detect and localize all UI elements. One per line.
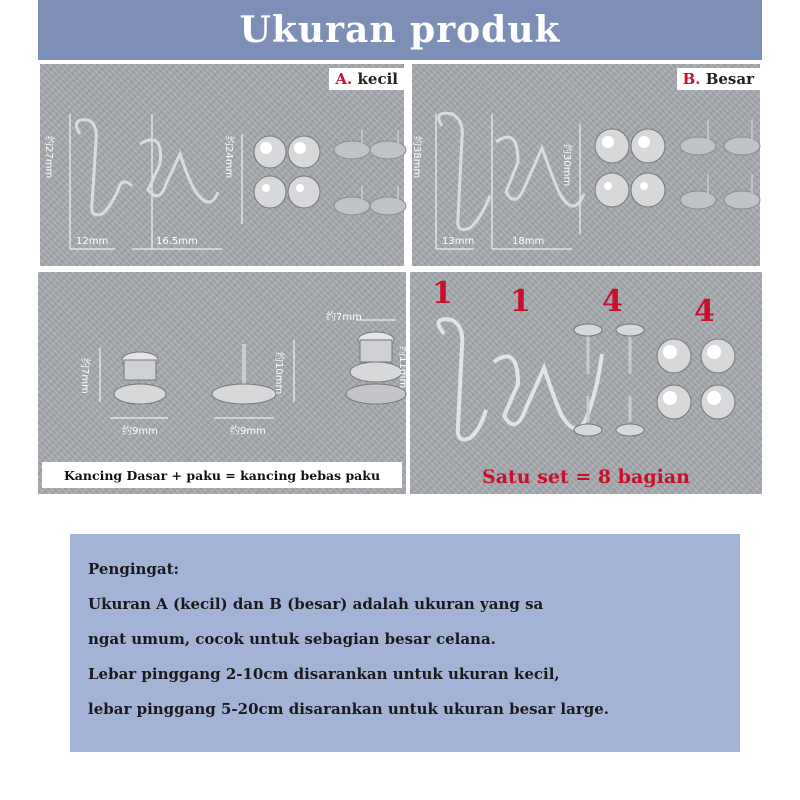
- button-nail-caption: Kancing Dasar + paku = kancing bebas paku: [42, 462, 402, 488]
- dim-c-h2: 约10mm: [273, 352, 284, 395]
- reminder-heading: Pengingat:: [88, 560, 180, 578]
- dim-c-w2: 约9mm: [230, 426, 266, 437]
- page-title: Ukuran produk: [239, 9, 561, 51]
- size-b-label: [677, 68, 760, 90]
- dim-b-width-2: 18mm: [512, 236, 545, 247]
- size-b-letter: B.: [682, 70, 701, 88]
- dim-c-h3: 约11mm: [397, 346, 408, 389]
- dim-a-height-2: 约24mm: [223, 136, 234, 179]
- size-b-panel: [410, 62, 762, 268]
- reminder-box: [70, 534, 740, 752]
- reminder-line-4: lebar pinggang 5-20cm disarankan untuk ukuran besar large.: [88, 700, 609, 718]
- count-nails: 4: [602, 284, 623, 319]
- reminder-line-3: Lebar pinggang 2-10cm disarankan untuk ukuran kecil,: [88, 665, 560, 683]
- size-a-text: kecil: [352, 70, 398, 88]
- count-hook-b: 1: [510, 284, 531, 319]
- size-a-letter: A.: [335, 70, 353, 88]
- title-banner: [38, 0, 762, 60]
- reminder-line-1: Ukuran A (kecil) dan B (besar) adalah ukuran yang sa: [88, 595, 544, 613]
- dim-b-height-2: 约30mm: [561, 144, 572, 187]
- dim-c-h1: 约7mm: [79, 358, 90, 394]
- size-a-panel: [38, 62, 406, 268]
- set-contents-panel: [410, 272, 762, 494]
- dim-c-w1: 约9mm: [122, 426, 158, 437]
- dim-b-width-1: 13mm: [442, 236, 475, 247]
- button-nail-panel: [38, 272, 406, 494]
- count-buttons: 4: [694, 294, 715, 329]
- set-contents-caption: Satu set = 8 bagian: [481, 466, 690, 488]
- dim-a-width-2: 16.5mm: [156, 236, 198, 247]
- dim-c-top: 约7mm: [326, 312, 362, 323]
- size-a-label: [329, 68, 404, 90]
- reminder-line-2: ngat umum, cocok untuk sebagian besar celana.: [88, 630, 496, 648]
- size-b-text: Besar: [700, 70, 754, 88]
- count-hook-a: 1: [432, 276, 453, 311]
- dim-a-height-1: 约27mm: [43, 136, 54, 179]
- dim-b-height-1: 约38mm: [411, 136, 422, 179]
- dim-a-width-1: 12mm: [76, 236, 109, 247]
